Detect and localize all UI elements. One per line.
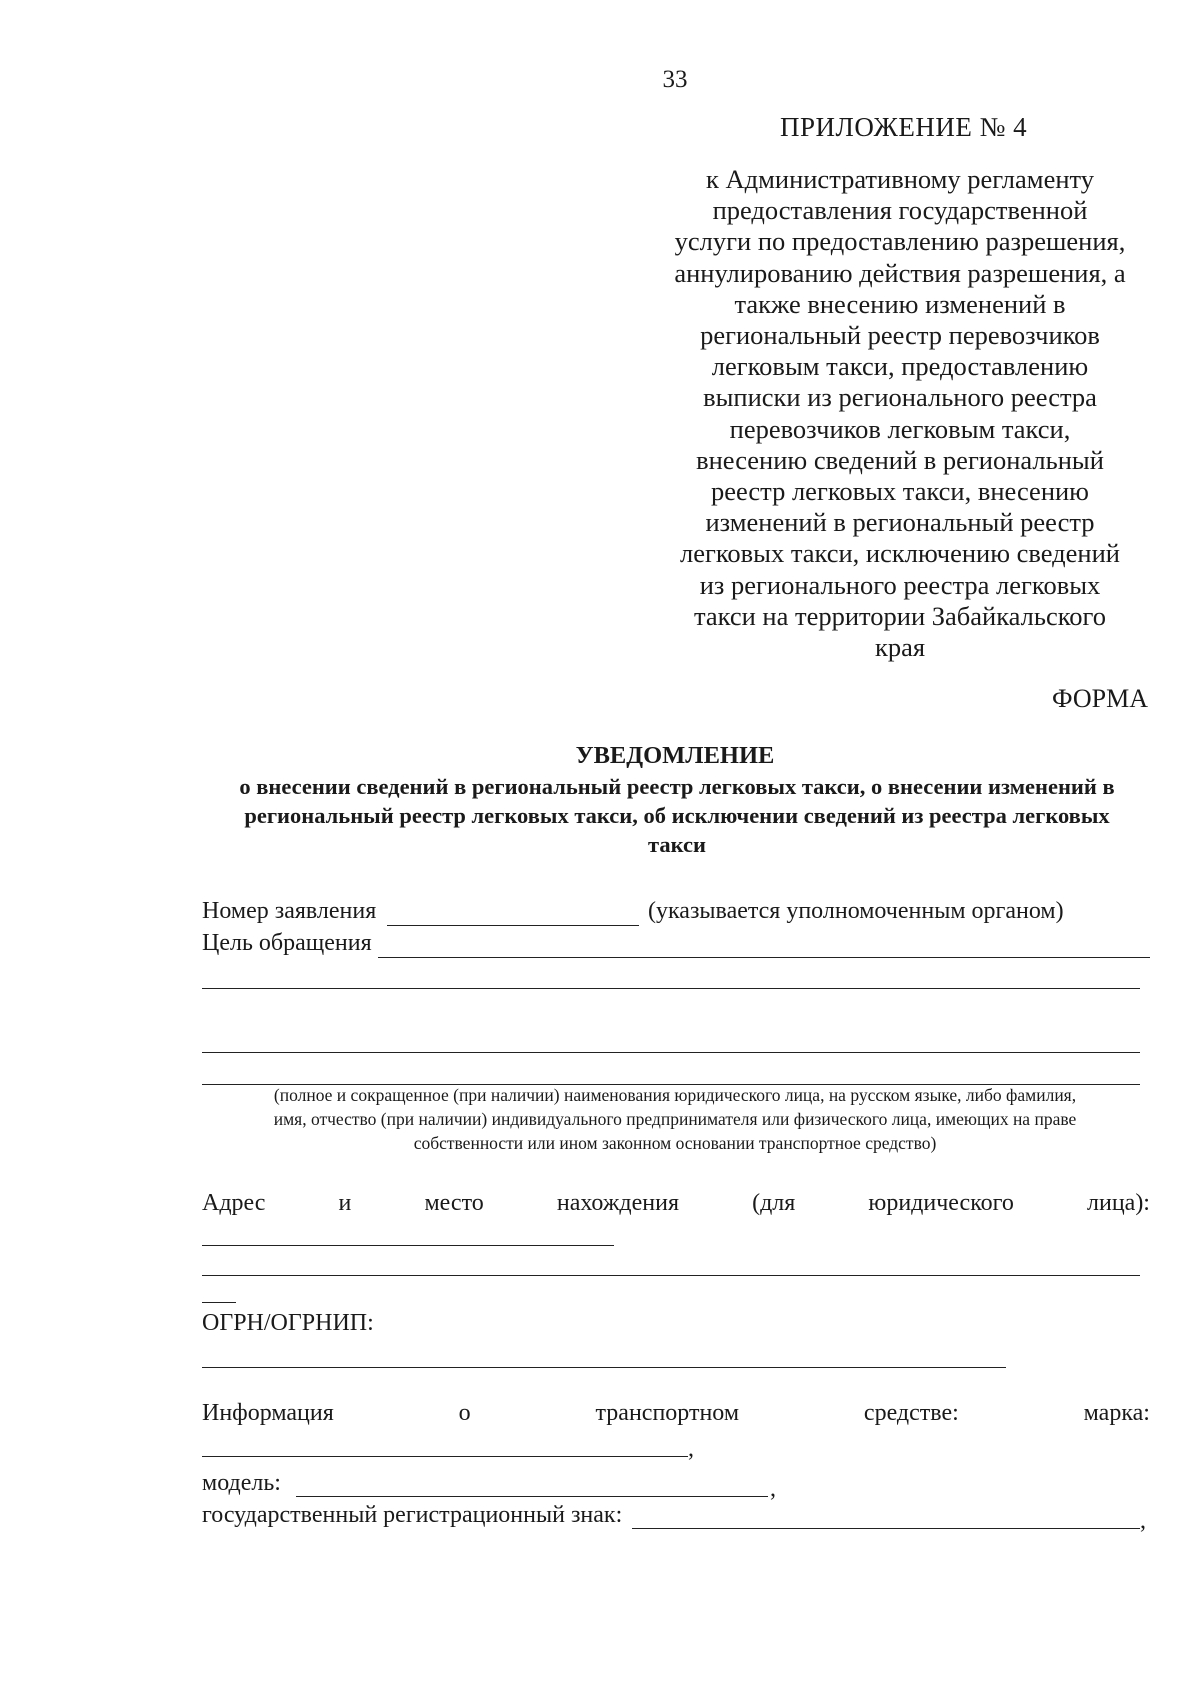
reg-sign-label: государственный регистрационный знак:: [202, 1502, 623, 1528]
page-number: 33: [662, 66, 688, 93]
ogrn-field[interactable]: [202, 1367, 1006, 1368]
regulation-line: внесению сведений в региональный: [696, 444, 1104, 475]
application-number-field[interactable]: [387, 925, 639, 926]
applicant-line[interactable]: [202, 1052, 1140, 1053]
purpose-field[interactable]: [378, 957, 1150, 958]
regulation-line: услуги по предоставлению разрешения,: [674, 226, 1126, 257]
address-word: лица):: [1087, 1190, 1150, 1216]
caption-line: (полное и сокращенное (при наличии) наименования юридического лица, на русском языке, либо фамилия,: [273, 1085, 1077, 1105]
comma: ,: [688, 1436, 694, 1462]
vehicle-word: марка:: [1083, 1400, 1150, 1426]
vehicle-word: о: [458, 1400, 471, 1426]
subtitle-line: региональный реестр легковых такси, об исключении сведений из реестра легковых: [244, 803, 1110, 828]
address-field[interactable]: [202, 1275, 1140, 1276]
application-number-hint: (указывается уполномоченным органом): [648, 898, 1064, 924]
regulation-line: такси на территории Забайкальского: [693, 600, 1106, 631]
address-word: Адрес: [202, 1190, 266, 1216]
applicant-caption: [205, 1083, 1145, 1155]
vehicle-word: транспортном: [595, 1400, 740, 1426]
address-word: и: [338, 1190, 352, 1216]
purpose-label: Цель обращения: [202, 930, 372, 956]
brand-field[interactable]: [202, 1456, 688, 1457]
regulation-line: к Административному регламенту: [706, 164, 1094, 194]
regulation-line: выписки из регионального реестра: [703, 382, 1097, 413]
model-label: модель:: [202, 1470, 281, 1496]
regulation-line: легковых такси, исключению сведений: [680, 538, 1120, 569]
address-label: [202, 1190, 1150, 1217]
comma: ,: [1140, 1508, 1146, 1534]
ogrn-label: ОГРН/ОГРНИП:: [202, 1310, 374, 1336]
address-word: нахождения: [556, 1190, 679, 1216]
vehicle-word: средстве:: [863, 1400, 959, 1426]
reg-sign-field[interactable]: [632, 1528, 1140, 1529]
regulation-line: реестр легковых такси, внесению: [710, 476, 1089, 507]
regulation-line: изменений в региональный реестр: [705, 507, 1095, 538]
vehicle-word: Информация: [202, 1400, 334, 1426]
address-word: место: [424, 1190, 484, 1216]
appendix-title: ПРИЛОЖЕНИЕ № 4: [780, 112, 1028, 142]
regulation-reference: [650, 164, 1150, 663]
vehicle-info-label: [202, 1400, 1150, 1427]
model-field[interactable]: [296, 1496, 768, 1497]
regulation-line: предоставления государственной: [712, 195, 1088, 226]
caption-line: собственности или ином законном основании транспортное средство): [413, 1133, 937, 1153]
subtitle-line: такси: [648, 832, 706, 857]
regulation-line: края: [874, 632, 926, 663]
application-number-label: Номер заявления: [202, 898, 377, 924]
document-title: УВЕДОМЛЕНИЕ: [575, 742, 775, 769]
regulation-line: легковым такси, предоставлению: [711, 351, 1089, 382]
address-field-end[interactable]: [202, 1302, 236, 1303]
regulation-line: из регионального реестра легковых: [699, 569, 1101, 600]
applicant-line[interactable]: [202, 988, 1140, 989]
regulation-line: региональный реестр перевозчиков: [700, 320, 1100, 351]
regulation-line: также внесению изменений в: [734, 288, 1066, 319]
form-label: ФОРМА: [1052, 684, 1148, 713]
address-word: (для: [752, 1190, 796, 1216]
comma: ,: [770, 1476, 776, 1502]
regulation-line: аннулированию действия разрешения, а: [674, 257, 1126, 288]
address-word: юридического: [868, 1190, 1014, 1216]
document-subtitle: [202, 772, 1152, 859]
address-field[interactable]: [202, 1245, 614, 1246]
caption-line: имя, отчество (при наличии) индивидуального предпринимателя или физического лица, имеющих на праве: [273, 1109, 1077, 1129]
regulation-line: перевозчиков легковым такси,: [729, 413, 1071, 444]
subtitle-line: о внесении сведений в региональный реестр легковых такси, о внесении изменений в: [239, 774, 1115, 799]
